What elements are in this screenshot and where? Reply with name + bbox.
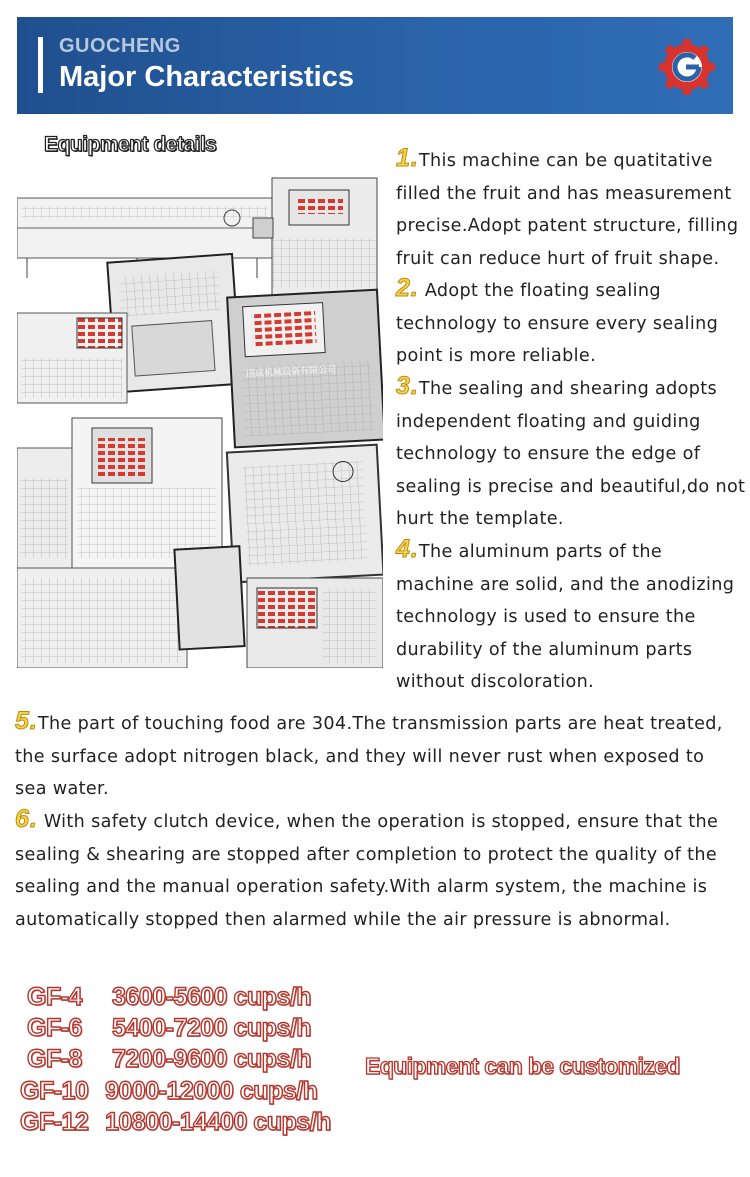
- feature-text: The part of touching food are 304.The transmission parts are heat treated, the surface adopt nitrogen black, and they will never rust when exposed to sea water.: [15, 714, 723, 800]
- brand-name: GUOCHENG: [59, 35, 181, 57]
- header-banner: [17, 17, 733, 114]
- feature-number: 5.: [15, 707, 38, 735]
- capacity-rate: 3600-5600 cups/h: [112, 983, 312, 1011]
- capacity-rate: 10800-14400 cups/h: [105, 1108, 331, 1136]
- capacity-row: [27, 1014, 311, 1043]
- capacity-model: GF-4: [27, 983, 82, 1011]
- capacity-rate: 9000-12000 cups/h: [105, 1077, 318, 1105]
- feature-text: This machine can be quatitative filled the fruit and has measurement precise.Adopt patent structure, filling fruit can reduce hurt of fruit shape.: [396, 151, 739, 269]
- capacity-model: GF-12: [20, 1108, 89, 1136]
- machine-photo-collage: [17, 128, 383, 668]
- capacity-model: GF-10: [20, 1077, 89, 1105]
- feature-4: [396, 533, 746, 699]
- capacity-row: [27, 983, 311, 1012]
- capacity-row: [20, 1108, 331, 1137]
- feature-text: With safety clutch device, when the operation is stopped, ensure that the sealing & shearing are stopped after completion to protect the quality of the sealing and the manual operation safety.With alarm system, the machine is automatically stopped then alarmed while the air pressure is abnormal.: [15, 812, 719, 930]
- banner-accent-bar: [38, 37, 43, 93]
- capacity-rate: 7200-9600 cups/h: [112, 1045, 312, 1073]
- feature-text: The aluminum parts of the machine are solid, and the anodizing technology is used to ensure the durability of the aluminum parts without discoloration.: [396, 542, 735, 693]
- feature-5: [15, 705, 740, 806]
- page-title: Major Characteristics: [59, 61, 354, 93]
- capacity-model: GF-8: [27, 1045, 82, 1073]
- gear-g-logo-icon: [657, 37, 717, 97]
- capacity-model: GF-6: [27, 1014, 82, 1042]
- capacity-rate: 5400-7200 cups/h: [112, 1014, 312, 1042]
- customization-note: Equipment can be customized: [365, 1053, 680, 1079]
- feature-number: 3.: [396, 372, 419, 400]
- collage-watermark: 国成机械设备有限公司: [245, 364, 337, 380]
- feature-number: 6.: [15, 805, 38, 833]
- capacity-row: [20, 1077, 317, 1106]
- feature-text: The sealing and shearing adopts independent floating and guiding technology to ensure the edge of sealing is precise and beautiful,do not hurt the template.: [396, 379, 746, 530]
- feature-1: [396, 142, 746, 275]
- feature-number: 1.: [396, 144, 419, 172]
- feature-2: [396, 272, 746, 373]
- feature-number: 4.: [396, 535, 419, 563]
- feature-number: 2.: [396, 274, 419, 302]
- capacity-row: [27, 1045, 311, 1074]
- machine-collage-illustration: [17, 128, 383, 668]
- equipment-details-title: Equipment details: [44, 133, 217, 156]
- feature-6: [15, 803, 740, 936]
- feature-text: Adopt the floating sealing technology to ensure every sealing point is more reliable.: [396, 281, 719, 367]
- feature-3: [396, 370, 746, 536]
